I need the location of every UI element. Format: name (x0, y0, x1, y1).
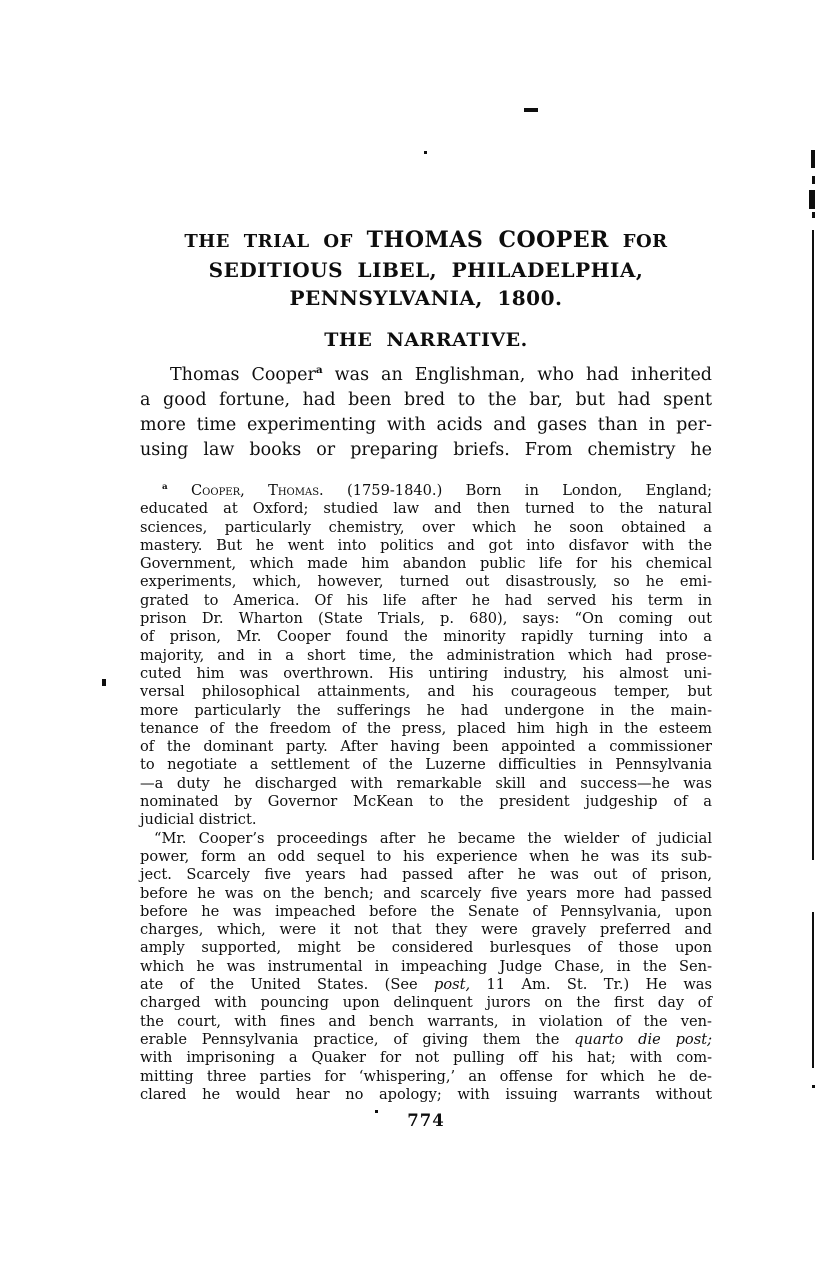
text-line: “Mr. Cooper’s proceedings after he became the wielder of judicial (154, 829, 712, 847)
text-line: ate of the United States. (See post, 11 Am. St. Tr.) He was (140, 976, 712, 994)
page-number: 774 (407, 1111, 445, 1131)
text-line: grated to America. Of his life after he had served his term in (140, 591, 712, 609)
text-line: using law books or preparing briefs. From chemistry he (140, 440, 712, 460)
text-line: power, form an odd sequel to his experience when he was its sub- (140, 847, 712, 865)
text-line: majority, and in a short time, the administration which had prose- (140, 646, 712, 664)
scan-artifact-binding-line (812, 1085, 815, 1088)
text-line: cuted him was overthrown. His untiring industry, his almost uni- (140, 664, 712, 682)
text-line: ject. Scarcely five years had passed after he was out of prison, (140, 866, 712, 884)
text-line: amply supported, might be considered burlesques of those upon (140, 939, 712, 957)
text-line: charged with pouncing upon delinquent jurors on the first day of (140, 994, 712, 1012)
text-line: Government, which made him abandon public life for his chemical (140, 555, 712, 573)
text-line: $^a$ Cooper, Thomas. (1759-1840.) Born in London, England; (162, 482, 712, 499)
scan-artifact-binding-line (811, 150, 815, 168)
text-line: before he was on the bench; and scarcely five years more had passed (140, 884, 712, 902)
title-line-2: SEDITIOUS LIBEL, PHILADELPHIA, (208, 258, 644, 282)
scan-artifact-binding-line (812, 912, 814, 1068)
text-line: mitting three parties for ‘whispering,’ an offense for which he de- (140, 1067, 712, 1085)
title-line1-post: FOR (622, 231, 668, 252)
text-line: sciences, particularly chemistry, over which he soon obtained a (140, 518, 712, 536)
text-line: with imprisoning a Quaker for not pulling off his hat; with com- (140, 1049, 712, 1067)
title-line-1 (140, 226, 712, 256)
text-line: before he was impeached before the Senate of Pennsylvania, upon (140, 902, 712, 920)
title-line-3: PENNSYLVANIA, 1800. (289, 286, 563, 310)
text-line: educated at Oxford; studied law and then turned to the natural (140, 500, 712, 518)
text-line: the court, with fines and bench warrants, in violation of the ven- (140, 1012, 712, 1030)
text-line: versal philosophical attainments, and his courageous temper, but (140, 683, 712, 701)
text-line: tenance of the freedom of the press, placed him high in the esteem (140, 719, 712, 737)
text-line: charges, which, were it not that they were gravely preferred and (140, 921, 712, 939)
text-line: mastery. But he went into politics and got into disfavor with the (140, 536, 712, 554)
text-line: which he was instrumental in impeaching Judge Chase, in the Sen- (140, 957, 712, 975)
text-line: of prison, Mr. Cooper found the minority rapidly turning into a (140, 628, 712, 646)
text-column (140, 0, 712, 1131)
text-line: of the dominant party. After having been appointed a commissioner (140, 738, 712, 756)
text-line: erable Pennsylvania practice, of giving them the quarto die post; (140, 1030, 712, 1048)
text-line: judicial district. (140, 811, 257, 829)
section-heading: THE NARRATIVE. (324, 329, 528, 351)
scan-artifact-binding-line (812, 176, 815, 184)
text-line: prison Dr. Wharton (State Trials, p. 680), says: “On coming out (140, 610, 712, 628)
footnote-paragraph (140, 830, 712, 1104)
footnote-paragraph (140, 482, 712, 830)
text-line: nominated by Governor McKean to the president judgeship of a (140, 793, 712, 811)
scan-artifact-speck (102, 679, 106, 686)
narrative-paragraph (140, 363, 712, 463)
scan-artifact-binding-line (812, 230, 814, 860)
text-line: —a duty he discharged with remarkable skill and success—he was (140, 774, 712, 792)
title-line1-main: THOMAS COOPER (366, 227, 609, 253)
scan-artifact-binding-line (812, 212, 815, 218)
text-line: Thomas Cooper$^a$ was an Englishman, who had inherited (170, 364, 713, 385)
text-line: a good fortune, had been bred to the bar, but had spent (140, 390, 712, 410)
scan-artifact-binding-line (809, 190, 815, 209)
footnote-block (140, 482, 712, 1104)
text-line: experiments, which, however, turned out disastrously, so he emi- (140, 573, 712, 591)
page-title (140, 226, 712, 312)
text-line: to negotiate a settlement of the Luzerne difficulties in Pennsylvania (140, 756, 712, 774)
text-line: more time experimenting with acids and gases than in per- (140, 415, 712, 435)
title-line1-pre: THE TRIAL OF (184, 231, 353, 252)
text-line: clared he would hear no apology; with issuing warrants without (140, 1085, 712, 1103)
text-line: more particularly the sufferings he had undergone in the main- (140, 701, 712, 719)
